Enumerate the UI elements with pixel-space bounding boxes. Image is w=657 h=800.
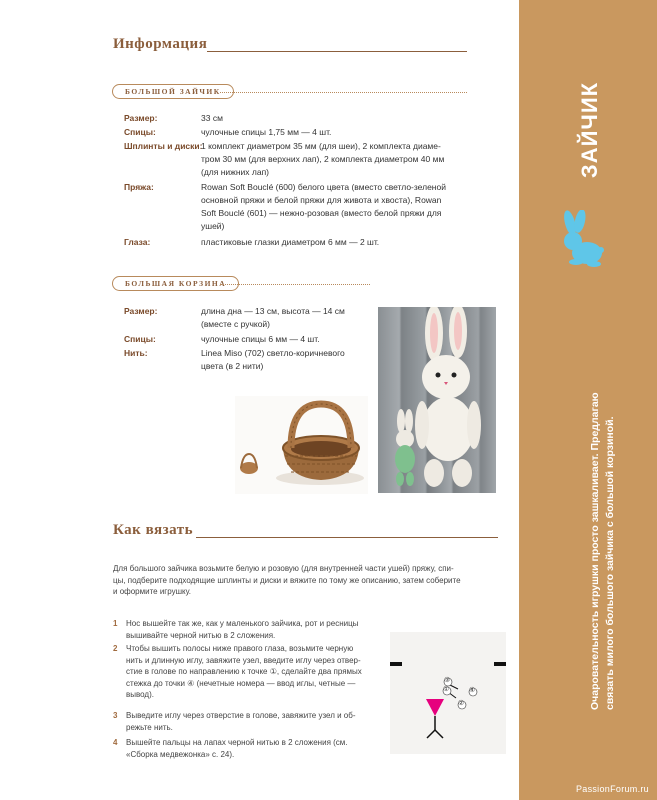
step-line: «Сборка медвежонка» с. 24).: [126, 749, 235, 759]
spec-row: [124, 236, 474, 249]
spec-label: Глаза:: [124, 237, 151, 247]
rabbit-icon: [556, 210, 604, 272]
big-bunny-dotline: [220, 92, 467, 93]
spec-row: [124, 181, 474, 235]
spec-label: Размер:: [124, 306, 158, 316]
step-item: [113, 737, 388, 761]
spec-label: Спицы:: [124, 127, 156, 137]
sidebar-text-line: Очаровательность игрушки просто зашкаливает. Предлагаю: [589, 392, 601, 710]
howto-heading-rule: [196, 537, 498, 538]
bunny-photo: [378, 307, 496, 493]
spec-value: цвета (в 2 нити): [201, 361, 264, 371]
big-basket-dotline: [220, 284, 370, 285]
basket-illustration: [235, 396, 368, 494]
step-line: нить и длинную иглу, завяжите узел, введите иглу через отвер-: [126, 655, 361, 665]
step-line: стие в голове по направлению к точке ①, сделайте два прямых: [126, 667, 362, 676]
spec-row: [124, 347, 374, 374]
spec-row: [124, 112, 474, 125]
step-number: 2: [113, 644, 118, 653]
spec-label: Нить:: [124, 348, 148, 358]
step-text: [126, 618, 358, 641]
point-1-label: ①: [443, 686, 450, 693]
howto-heading: Как вязать: [113, 522, 194, 538]
spec-value: Linea Miso (702) светло-коричневого: [201, 348, 345, 358]
step-item: [113, 618, 388, 642]
point-4-label: ④: [469, 687, 476, 694]
step-number: 3: [113, 711, 118, 720]
basket-photo: [235, 396, 368, 494]
spec-value: чулочные спицы 6 мм — 4 шт.: [201, 334, 320, 344]
step-line: Нос вышейте так же, как у маленького зайчика, рот и ресницы: [126, 619, 359, 628]
spec-row: [124, 305, 374, 332]
spec-value: Rowan Soft Bouclé (600) белого цвета (вместо светло-зеленой: [201, 182, 446, 192]
spec-label: Пряжа:: [124, 182, 154, 192]
bunny-illustration: [378, 307, 496, 493]
info-heading: Информация: [113, 36, 208, 52]
info-heading-rule: [207, 51, 467, 52]
spec-value: Soft Bouclé (601) — нежно-розовая (вместо белой пряжи для: [201, 208, 442, 218]
big-basket-label: БОЛЬШАЯ КОРЗИНА: [112, 276, 239, 291]
watermark: PassionForum.ru: [575, 784, 649, 794]
spec-value: (вместе с ручкой): [201, 319, 271, 329]
intro-line: цы, подберите подходящие шплинты и диски и вяжите по тому же описанию, затем соберите: [113, 575, 461, 585]
step-line: Чтобы вышить полосы ниже правого глаза, возьмите черную: [126, 644, 354, 653]
step-text: [126, 737, 348, 760]
step-number: 4: [113, 738, 118, 747]
spec-row: [124, 333, 374, 346]
intro-line: Для большого зайчика возьмите белую и розовую (для внутренней части ушей) пряжу, спи-: [113, 564, 454, 573]
step-line: вывод).: [126, 690, 154, 699]
spec-label: Спицы:: [124, 334, 156, 344]
spec-value: тром 30 мм (для верхних лап), 2 комплекта диаметром 40 мм: [201, 154, 445, 164]
spec-value: 33 см: [201, 113, 223, 123]
intro-line: и оформите игрушку.: [113, 587, 192, 596]
face-embroidery-diagram: [390, 632, 506, 754]
spec-value: ушей): [201, 221, 225, 231]
step-line: вышивайте черной нитью в 2 сложения.: [126, 630, 276, 640]
big-bunny-label: БОЛЬШОЙ ЗАЙЧИК: [112, 84, 234, 99]
step-text: [126, 710, 356, 733]
spec-label: Размер:: [124, 113, 158, 123]
point-2-label: ②: [458, 700, 465, 707]
spec-value: чулочные спицы 1,75 мм — 4 шт.: [201, 127, 332, 137]
point-3-label: ③: [444, 677, 451, 684]
sidebar-title: [578, 75, 602, 185]
sidebar-text-line: связать милого большого зайчика с большой корзиной.: [604, 416, 616, 710]
step-line: режьте нить.: [126, 722, 173, 732]
spec-value: длина дна — 13 см, высота — 14 см: [201, 306, 345, 316]
step-line: стежка до точки ④ (нечетные номера — ввод иглы, четные —: [126, 678, 356, 688]
step-text: [126, 643, 362, 701]
step-line: Вышейте пальцы на лапах черной нитью в 2 сложения (см.: [126, 738, 348, 747]
step-item: [113, 643, 388, 703]
sidebar-title-text: ЗАЙЧИК: [577, 81, 602, 179]
face-diagram-svg: [390, 632, 506, 754]
spec-value: пластиковые глазки диаметром 6 мм — 2 шт.: [201, 237, 380, 247]
spec-row: [124, 140, 474, 180]
step-item: [113, 710, 388, 734]
step-line: Выведите иглу через отверстие в голове, завяжите узел и об-: [126, 711, 356, 720]
intro-paragraph: [113, 563, 513, 598]
spec-label: Шплинты и диски:: [124, 141, 203, 151]
spec-row: [124, 126, 474, 139]
spec-value: 1 комплект диаметром 35 мм (для шеи), 2 комплекта диаме-: [201, 141, 441, 151]
step-number: 1: [113, 619, 118, 628]
spec-value: (для нижних лап): [201, 167, 270, 177]
spec-value: основной пряжи и белой пряжи для живота и хвоста), Rowan: [201, 195, 442, 205]
